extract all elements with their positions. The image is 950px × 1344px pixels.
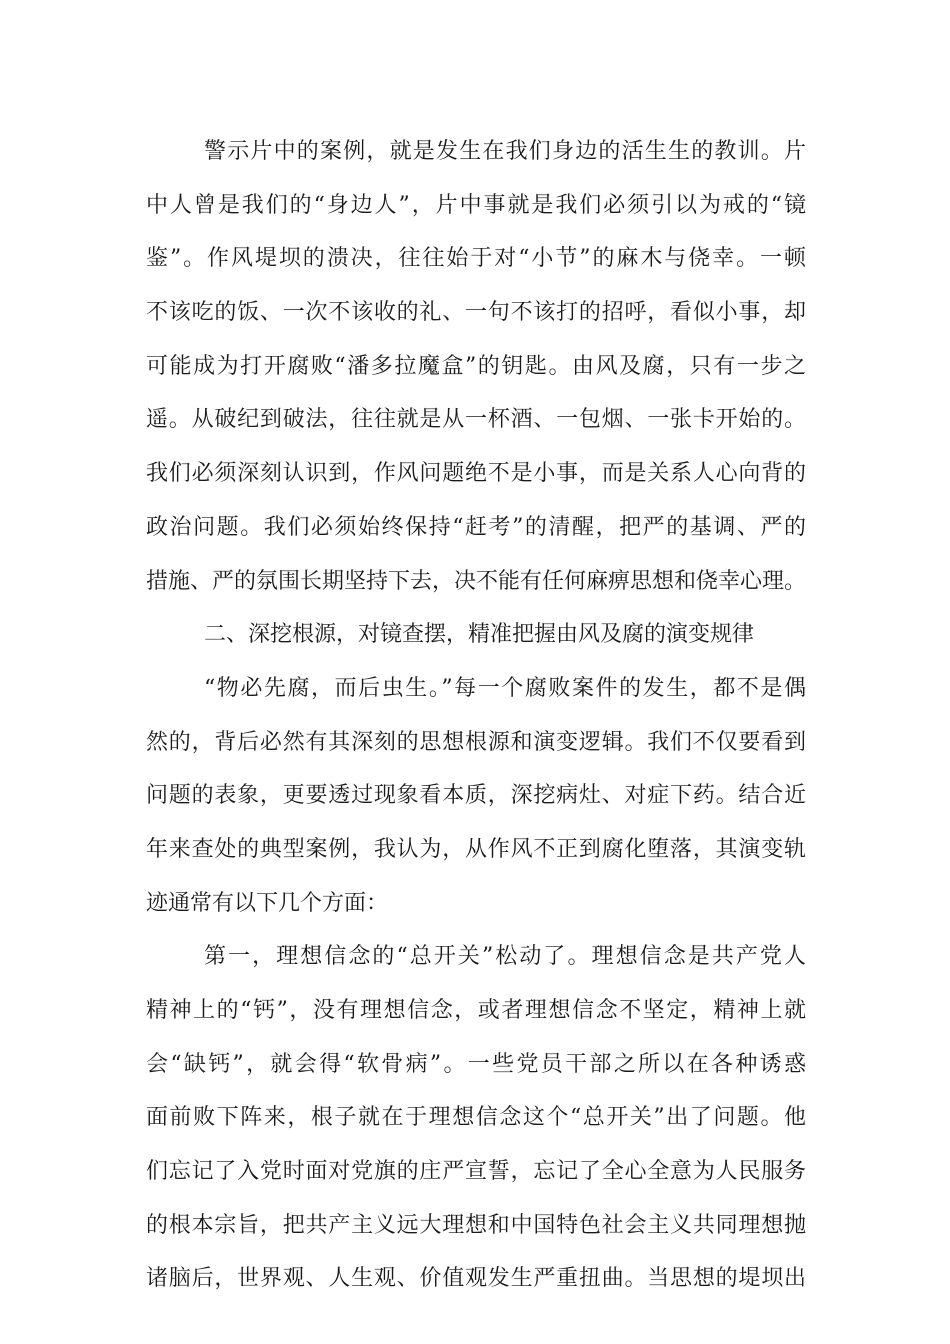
text-line: 措施、严的氛围长期坚持下去，决不能有任何麻痹思想和侥幸心理。 (146, 568, 806, 594)
text-line: 迹通常有以下几个方面： (146, 890, 389, 916)
text-line: 我们必须深刻认识到，作风问题绝不是小事，而是关系人心向背的 (146, 461, 806, 487)
text-line: “物必先腐，而后虫生。”每一个腐败案件的发生，都不是偶 (204, 675, 806, 701)
text-line: 鉴”。作风堤坝的溃决，往往始于对“小节”的麻木与侥幸。一顿 (146, 246, 806, 272)
text-line: 诸脑后，世界观、人生观、价值观发生严重扭曲。当思想的堤坝出 (146, 1266, 806, 1292)
text-line: 然的，背后必然有其深刻的思想根源和演变逻辑。我们不仅要看到 (146, 729, 806, 755)
text-line: 们忘记了入党时面对党旗的庄严宣誓，忘记了全心全意为人民服务 (146, 1159, 806, 1185)
text-line: 遥。从破纪到破法，往往就是从一杯酒、一包烟、一张卡开始的。 (146, 407, 806, 433)
text-line: 中人曾是我们的“身边人”，片中事就是我们必须引以为戒的“镜 (146, 192, 806, 218)
text-line: 第一，理想信念的“总开关”松动了。理想信念是共产党人 (204, 944, 806, 970)
text-line: 精神上的“钙”，没有理想信念，或者理想信念不坚定，精神上就 (146, 998, 806, 1023)
text-line: 面前败下阵来，根子就在于理想信念这个“总开关”出了问题。他 (146, 1105, 806, 1131)
text-line: 可能成为打开腐败“潘多拉魔盒”的钥匙。由风及腐，只有一步之 (146, 353, 806, 379)
text-line: 的根本宗旨，把共产主义远大理想和中国特色社会主义共同理想抛 (146, 1212, 806, 1238)
text-line: 不该吃的饭、一次不该收的礼、一句不该打的招呼，看似小事，却 (146, 300, 806, 326)
text-line: 年来查处的典型案例，我认为，从作风不正到腐化堕落，其演变轨 (146, 836, 806, 862)
body-text (146, 132, 806, 1313)
text-line: 二、深挖根源，对镜查摆，精准把握由风及腐的演变规律 (204, 622, 755, 648)
text-line: 会“缺钙”，就会得“软骨病”。一些党员干部之所以在各种诱惑 (146, 1051, 806, 1077)
text-line: 政治问题。我们必须始终保持“赶考”的清醒，把严的基调、严的 (146, 514, 806, 540)
text-line: 问题的表象，更要透过现象看本质，深挖病灶、对症下药。结合近 (146, 783, 806, 809)
text-line: 警示片中的案例，就是发生在我们身边的活生生的教训。片 (204, 139, 806, 164)
